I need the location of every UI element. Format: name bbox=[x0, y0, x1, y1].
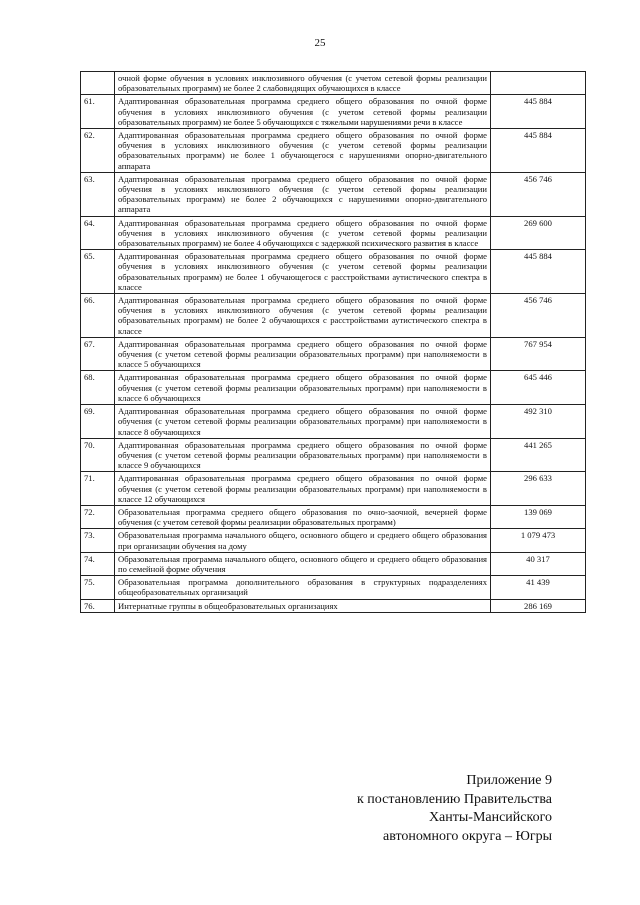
row-description: Адаптированная образовательная программа среднего общего образования по очной форме обучения в условиях инклюзивного обучения (с учетом сетевой формы реализации образовательных программ) не более 4 обучающихся с задержкой психического развития в классе bbox=[115, 216, 491, 250]
row-number: 63. bbox=[81, 172, 115, 216]
table-row bbox=[81, 576, 586, 599]
row-value: 767 954 bbox=[491, 337, 586, 371]
row-description: Адаптированная образовательная программа среднего общего образования по очной форме обучения (с учетом сетевой формы реализации образовательных программ) при наполняемости в классе 12 обучающихся bbox=[115, 472, 491, 506]
row-value: 40 317 bbox=[491, 552, 586, 575]
row-number: 70. bbox=[81, 438, 115, 472]
row-value: 1 079 473 bbox=[491, 529, 586, 552]
table-row bbox=[81, 371, 586, 405]
row-description: Адаптированная образовательная программа среднего общего образования по очной форме обучения (с учетом сетевой формы реализации образовательных программ) при наполняемости в классе 9 обучающихся bbox=[115, 438, 491, 472]
row-value: 445 884 bbox=[491, 129, 586, 173]
row-value: 139 069 bbox=[491, 505, 586, 528]
row-value: 445 884 bbox=[491, 95, 586, 129]
row-value: 492 310 bbox=[491, 405, 586, 439]
row-description: Образовательная программа среднего общего образования по очно-заочной, вечерней форме обучения (с учетом сетевой формы реализации образовательных программ) bbox=[115, 505, 491, 528]
row-description: Образовательная программа начального общего, основного общего и среднего общего образования при организации обучения на дому bbox=[115, 529, 491, 552]
table-row bbox=[81, 552, 586, 575]
row-number: 65. bbox=[81, 250, 115, 294]
row-value: 456 746 bbox=[491, 172, 586, 216]
row-number bbox=[81, 72, 115, 95]
row-number: 69. bbox=[81, 405, 115, 439]
row-description: Адаптированная образовательная программа среднего общего образования по очной форме обучения в условиях инклюзивного обучения (с учетом сетевой формы реализации образовательных программ) не более 2 обучающихся с расстройствами аутистического спектра в классе bbox=[115, 294, 491, 338]
row-number: 67. bbox=[81, 337, 115, 371]
appendix-line: автономного округа – Югры bbox=[383, 828, 552, 844]
row-description: Адаптированная образовательная программа среднего общего образования по очной форме обучения в условиях инклюзивного обучения (с учетом сетевой формы реализации образовательных программ) не более 5 обучающихся с тяжелыми нарушениями речи в классе bbox=[115, 95, 491, 129]
table-row bbox=[81, 529, 586, 552]
row-description: Адаптированная образовательная программа среднего общего образования по очной форме обучения в условиях инклюзивного обучения (с учетом сетевой формы реализации образовательных программ) не более 1 обучающегося с нарушениями опорно-двигательного аппарата bbox=[115, 129, 491, 173]
row-number: 62. bbox=[81, 129, 115, 173]
row-value: 286 169 bbox=[491, 599, 586, 612]
row-value bbox=[491, 72, 586, 95]
row-description: Адаптированная образовательная программа среднего общего образования по очной форме обучения (с учетом сетевой формы реализации образовательных программ) при наполняемости в классе 5 обучающихся bbox=[115, 337, 491, 371]
row-description: Адаптированная образовательная программа среднего общего образования по очной форме обучения в условиях инклюзивного обучения (с учетом сетевой формы реализации образовательных программ) не более 2 обучающихся с нарушениями опорно-двигательного аппарата bbox=[115, 172, 491, 216]
table-body bbox=[81, 72, 586, 613]
appendix-heading bbox=[357, 772, 552, 846]
table-row bbox=[81, 472, 586, 506]
table-row bbox=[81, 438, 586, 472]
table-row bbox=[81, 599, 586, 612]
table-row bbox=[81, 72, 586, 95]
page-number: 25 bbox=[314, 37, 326, 49]
table-row bbox=[81, 216, 586, 250]
row-description: Адаптированная образовательная программа среднего общего образования по очной форме обучения (с учетом сетевой формы реализации образовательных программ) при наполняемости в классе 8 обучающихся bbox=[115, 405, 491, 439]
row-value: 269 600 bbox=[491, 216, 586, 250]
appendix-title: Приложение 9 bbox=[466, 773, 552, 788]
row-value: 296 633 bbox=[491, 472, 586, 506]
appendix-line: к постановлению Правительства bbox=[356, 791, 552, 807]
row-number: 74. bbox=[81, 552, 115, 575]
row-number: 73. bbox=[81, 529, 115, 552]
row-description: очной форме обучения в условиях инклюзивного обучения (с учетом сетевой формы реализации образовательных программ) не более 2 слабовидящих обучающихся в классе bbox=[115, 72, 491, 95]
row-number: 66. bbox=[81, 294, 115, 338]
row-value: 441 265 bbox=[491, 438, 586, 472]
appendix-line: Ханты-Мансийского bbox=[428, 810, 552, 825]
table-row bbox=[81, 172, 586, 216]
row-number: 72. bbox=[81, 505, 115, 528]
table-row bbox=[81, 405, 586, 439]
table-row bbox=[81, 250, 586, 294]
row-number: 76. bbox=[81, 599, 115, 612]
row-description: Адаптированная образовательная программа среднего общего образования по очной форме обучения (с учетом сетевой формы реализации образовательных программ) при наполняемости в классе 6 обучающихся bbox=[115, 371, 491, 405]
table-row bbox=[81, 129, 586, 173]
row-value: 41 439 bbox=[491, 576, 586, 599]
row-value: 456 746 bbox=[491, 294, 586, 338]
row-value: 645 446 bbox=[491, 371, 586, 405]
row-description: Адаптированная образовательная программа среднего общего образования по очной форме обучения в условиях инклюзивного обучения (с учетом сетевой формы реализации образовательных программ) не более 1 обучающегося с расстройствами аутистического спектра в классе bbox=[115, 250, 491, 294]
row-number: 68. bbox=[81, 371, 115, 405]
table-row bbox=[81, 337, 586, 371]
row-number: 71. bbox=[81, 472, 115, 506]
row-number: 75. bbox=[81, 576, 115, 599]
row-description: Образовательная программа начального общего, основного общего и среднего общего образования по семейной форме обучения bbox=[115, 552, 491, 575]
row-number: 64. bbox=[81, 216, 115, 250]
row-description: Образовательная программа дополнительного образования в структурных подразделениях общеобразовательных организаций bbox=[115, 576, 491, 599]
row-number: 61. bbox=[81, 95, 115, 129]
row-description: Интернатные группы в общеобразовательных организациях bbox=[115, 599, 491, 612]
normative-cost-table bbox=[80, 71, 586, 613]
table-row bbox=[81, 95, 586, 129]
table-row bbox=[81, 294, 586, 338]
table-row bbox=[81, 505, 586, 528]
row-value: 445 884 bbox=[491, 250, 586, 294]
